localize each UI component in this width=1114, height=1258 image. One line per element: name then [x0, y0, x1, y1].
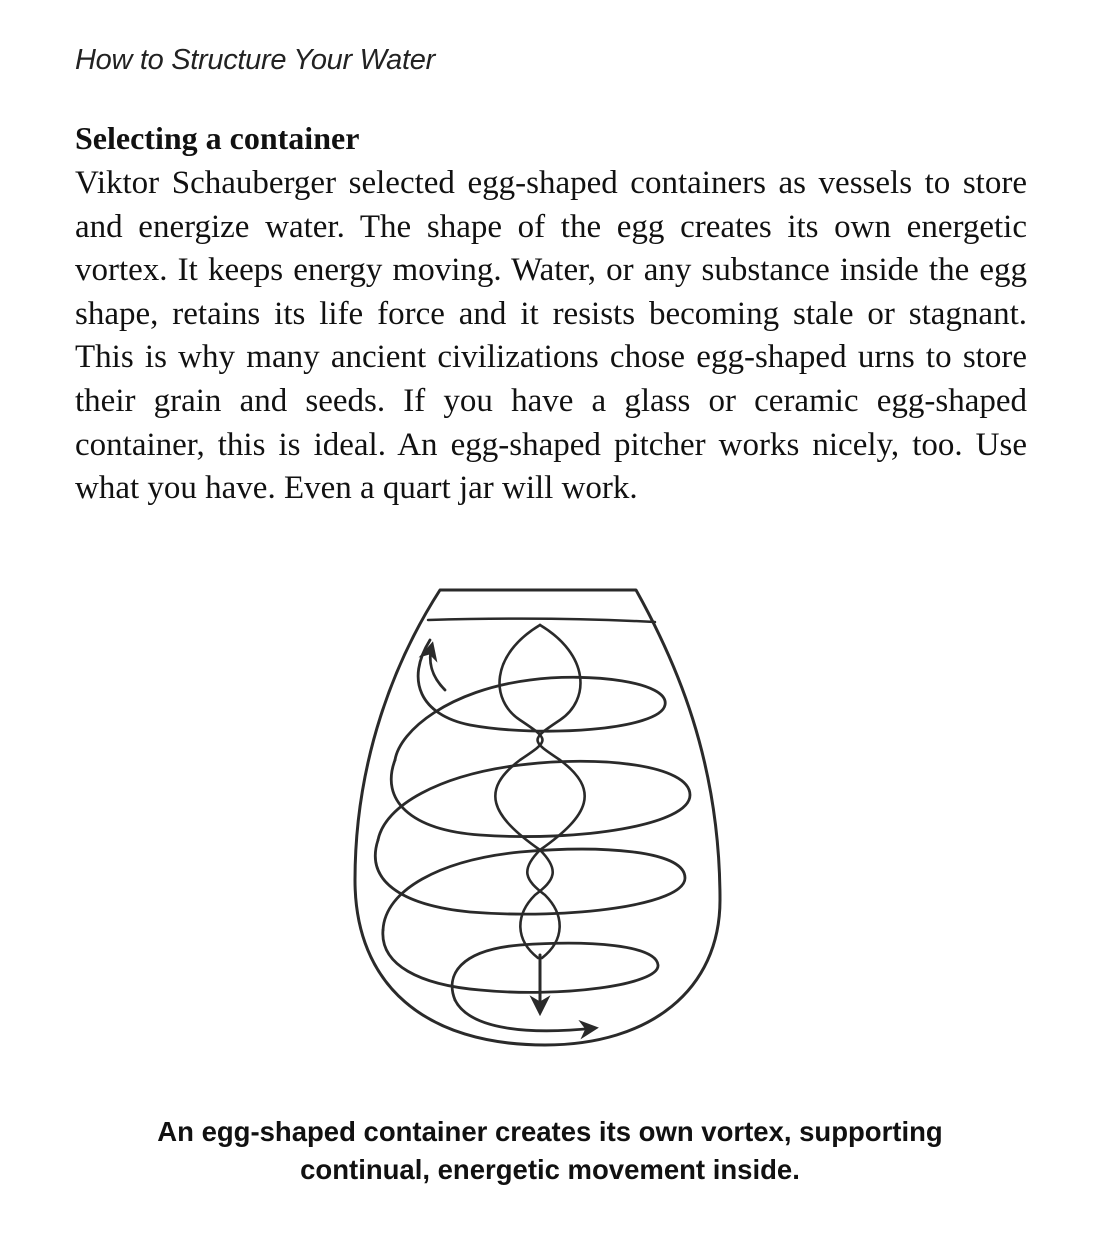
center-strand-left: [495, 625, 552, 958]
spiral-loop-3: [375, 840, 685, 930]
body-paragraph: Viktor Schauberger selected egg-shaped containers as vessels to store and energize water. The shape of the egg creates its own energetic vortex. It keeps energy moving. Water, or any substance inside the egg shape, retains its life force and it resists becoming stale or stagnant. This is why many ancient civilizations chose egg-shaped urns to store their grain and seeds. If you have a glass or ceramic egg-shaped container, this is ideal. An egg-shaped pitcher works nicely, too. Use what you have. Even a quart jar will work.: [75, 165, 1027, 507]
water-surface-line: [428, 619, 655, 622]
section-heading: Selecting a container: [75, 120, 360, 156]
spiral-bottom-loop: [455, 1000, 595, 1031]
spiral-loop-4: [383, 930, 658, 1000]
spiral-loop-1: [395, 640, 665, 760]
spiral-loop-2: [378, 760, 690, 840]
figure-caption: [90, 1113, 1010, 1189]
egg-vortex-illustration: [300, 570, 800, 1070]
caption-line-1: An egg-shaped container creates its own vortex, supporting: [157, 1116, 943, 1147]
running-header: How to Structure Your Water: [75, 44, 435, 76]
center-strand-right: [527, 625, 584, 958]
spiral-top-arrow: [430, 645, 445, 690]
caption-line-2: continual, energetic movement inside.: [300, 1154, 800, 1185]
